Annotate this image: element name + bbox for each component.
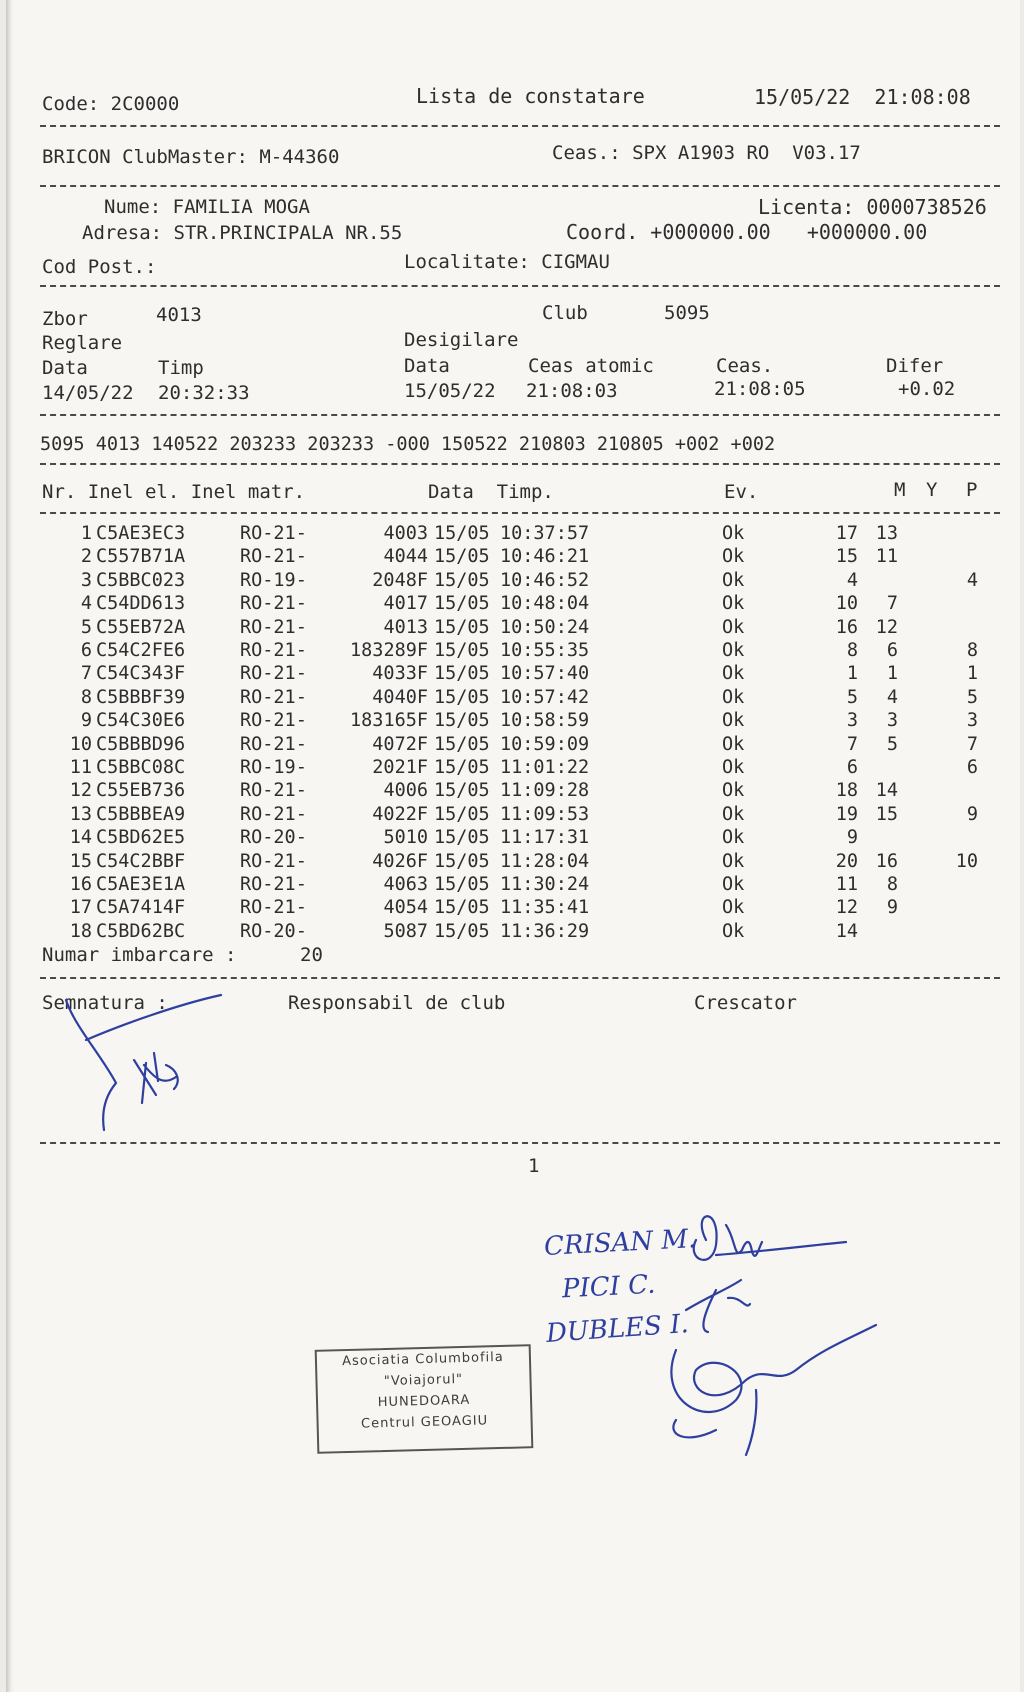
cell-y: 6 xyxy=(886,640,898,661)
cell-time: 10:50:24 xyxy=(500,616,590,638)
cell-date: 15/05 xyxy=(434,616,490,638)
separator xyxy=(40,512,1000,514)
cell-time: 10:46:21 xyxy=(500,546,590,568)
table-header-m: M xyxy=(894,479,906,501)
table-header-y: Y xyxy=(926,479,938,501)
postal-code: Cod Post.: xyxy=(42,256,157,278)
cell-el: C5BBBEA9 xyxy=(96,803,186,825)
cell-el: C54C2BBF xyxy=(96,850,186,872)
summary-line: 5095 4013 140522 203233 203233 -000 150522 210803 210805 +002 +002 xyxy=(40,434,776,455)
flight-label: Zbor xyxy=(42,308,88,330)
cell-m: 5 xyxy=(846,686,858,708)
cell-num: 4033F xyxy=(372,663,428,685)
cell-p: 8 xyxy=(966,640,978,661)
cell-ev: Ok xyxy=(722,874,745,895)
cell-date: 15/05 xyxy=(434,874,490,895)
col-reglare-timp: Timp xyxy=(158,357,204,379)
cell-y: 7 xyxy=(886,593,898,615)
col-desig-data: Data xyxy=(404,355,450,377)
cell-time: 11:09:28 xyxy=(500,780,590,802)
cell-pre: RO-21- xyxy=(240,616,307,638)
cell-pre: RO-19- xyxy=(240,569,307,591)
cell-nr: 1 xyxy=(80,523,92,544)
code-text: Code: 2C0000 xyxy=(42,93,180,115)
cell-nr: 6 xyxy=(80,640,92,661)
cell-m: 11 xyxy=(835,874,858,895)
cell-date: 15/05 xyxy=(434,827,490,849)
stamp-line-2: "Voiajorul" xyxy=(383,1371,464,1390)
cell-time: 11:09:53 xyxy=(500,803,590,825)
cell-pre: RO-21- xyxy=(240,546,307,568)
handwritten-name-2: PICI C. xyxy=(561,1269,657,1305)
cell-p: 6 xyxy=(966,757,978,778)
cell-nr: 8 xyxy=(80,686,92,708)
cell-num: 4017 xyxy=(383,593,428,615)
cell-ev: Ok xyxy=(722,897,745,919)
reglare-date: 14/05/22 xyxy=(42,382,134,404)
cell-nr: 2 xyxy=(80,546,92,568)
cell-ev: Ok xyxy=(722,616,745,638)
cell-ev: Ok xyxy=(722,803,745,825)
cell-ev: Ok xyxy=(722,850,745,872)
cell-y: 11 xyxy=(875,546,898,568)
cell-nr: 12 xyxy=(69,780,92,802)
cell-ev: Ok xyxy=(722,546,745,568)
cell-date: 15/05 xyxy=(434,523,490,544)
cell-nr: 5 xyxy=(80,616,92,638)
cell-time: 11:35:41 xyxy=(500,897,590,919)
cell-m: 17 xyxy=(835,523,858,544)
cell-date: 15/05 xyxy=(434,546,490,568)
cell-m: 14 xyxy=(835,920,858,942)
cell-num: 4026F xyxy=(372,850,428,872)
cell-num: 4044 xyxy=(383,546,428,568)
cell-p: 9 xyxy=(966,803,978,825)
reglare-label: Reglare xyxy=(42,332,123,354)
cell-num: 4054 xyxy=(383,897,428,919)
cell-y: 13 xyxy=(875,523,898,544)
cell-time: 10:46:52 xyxy=(500,569,590,591)
desigilare-label: Desigilare xyxy=(404,329,519,351)
cell-time: 11:28:04 xyxy=(500,850,590,872)
cell-y: 16 xyxy=(875,850,898,872)
page-number: 1 xyxy=(528,1155,540,1177)
cell-num: 4063 xyxy=(383,874,428,895)
cell-date: 15/05 xyxy=(434,640,490,661)
col-ceas-atomic: Ceas atomic xyxy=(528,355,654,377)
clock-difference: +0.02 xyxy=(898,378,956,400)
cell-el: C5BBBD96 xyxy=(96,733,186,755)
cell-time: 11:30:24 xyxy=(500,874,590,895)
cell-y: 3 xyxy=(886,710,898,732)
cell-pre: RO-21- xyxy=(240,523,307,544)
cell-time: 10:48:04 xyxy=(500,593,590,615)
owner-name: Nume: FAMILIA MOGA xyxy=(104,196,310,218)
clock-time: 21:08:05 xyxy=(714,378,806,400)
cell-pre: RO-20- xyxy=(240,920,307,942)
cell-p: 7 xyxy=(966,733,978,755)
cell-nr: 13 xyxy=(69,803,92,825)
cell-ev: Ok xyxy=(722,569,745,591)
cell-time: 10:59:09 xyxy=(500,733,590,755)
cell-time: 11:36:29 xyxy=(500,920,590,942)
cell-p: 4 xyxy=(966,569,978,591)
cell-el: C557B71A xyxy=(96,546,186,568)
stamp-line-3: HUNEDOARA xyxy=(377,1392,471,1411)
cell-pre: RO-21- xyxy=(240,850,307,872)
cell-ev: Ok xyxy=(722,663,745,685)
cell-el: C5BBC08C xyxy=(96,757,186,778)
cell-time: 11:01:22 xyxy=(500,757,590,778)
separator xyxy=(40,125,1000,127)
cell-ev: Ok xyxy=(722,827,745,849)
cell-num: 4013 xyxy=(383,616,428,638)
cell-y: 9 xyxy=(886,897,898,919)
cell-pre: RO-20- xyxy=(240,827,307,849)
cell-num: 183289F xyxy=(350,640,428,661)
cell-ev: Ok xyxy=(722,733,745,755)
cell-pre: RO-19- xyxy=(240,757,307,778)
breeder-label: Crescator xyxy=(694,992,797,1014)
cell-y: 15 xyxy=(875,803,898,825)
cell-y: 5 xyxy=(886,733,898,755)
paper-sheet xyxy=(6,0,1020,1692)
cell-y: 1 xyxy=(886,663,898,685)
cell-ev: Ok xyxy=(722,640,745,661)
cell-date: 15/05 xyxy=(434,663,490,685)
cell-date: 15/05 xyxy=(434,897,490,919)
cell-pre: RO-21- xyxy=(240,593,307,615)
cell-date: 15/05 xyxy=(434,780,490,802)
cell-el: C55EB736 xyxy=(96,780,186,802)
document-title: Lista de constatare xyxy=(416,84,645,108)
cell-m: 1 xyxy=(846,663,858,685)
print-datetime: 15/05/22 21:08:08 xyxy=(754,85,971,109)
desigilare-date: 15/05/22 xyxy=(404,380,496,402)
cell-p: 5 xyxy=(966,686,978,708)
coordinates: Coord. +000000.00 +000000.00 xyxy=(566,220,928,244)
responsible-signature xyxy=(46,985,246,1135)
club-number: 5095 xyxy=(664,302,710,324)
cell-date: 15/05 xyxy=(434,569,490,591)
cell-y: 4 xyxy=(886,686,898,708)
locality: Localitate: CIGMAU xyxy=(404,251,610,273)
cell-pre: RO-21- xyxy=(240,874,307,895)
separator xyxy=(40,414,1000,416)
flight-number: 4013 xyxy=(156,304,202,326)
cell-pre: RO-21- xyxy=(240,710,307,732)
cell-date: 15/05 xyxy=(434,710,490,732)
licence-number: Licenta: 0000738526 xyxy=(758,195,987,219)
cell-nr: 15 xyxy=(69,850,92,872)
cell-el: C5AE3EC3 xyxy=(96,523,186,544)
signature-label: Semnatura : xyxy=(42,992,168,1014)
cell-pre: RO-21- xyxy=(240,663,307,685)
handwritten-name-3: DUBLES I. xyxy=(545,1309,690,1349)
cell-date: 15/05 xyxy=(434,757,490,778)
cell-num: 2021F xyxy=(372,757,428,778)
cell-el: C5AE3E1A xyxy=(96,874,186,895)
cell-p: 1 xyxy=(966,663,978,685)
cell-pre: RO-21- xyxy=(240,897,307,919)
cell-time: 10:55:35 xyxy=(500,640,590,661)
cell-date: 15/05 xyxy=(434,733,490,755)
cell-ev: Ok xyxy=(722,710,745,732)
cell-nr: 16 xyxy=(69,874,92,895)
cell-date: 15/05 xyxy=(434,686,490,708)
cell-time: 11:17:31 xyxy=(500,827,590,849)
cell-nr: 11 xyxy=(69,757,92,778)
boarding-count-value: 20 xyxy=(300,944,323,966)
witness-signatures xyxy=(646,1200,886,1460)
cell-pre: RO-21- xyxy=(240,733,307,755)
cell-el: C54C2FE6 xyxy=(96,640,186,661)
cell-m: 8 xyxy=(846,640,858,661)
cell-m: 12 xyxy=(835,897,858,919)
cell-ev: Ok xyxy=(722,780,745,802)
table-header-rings: Nr. Inel el. Inel matr. xyxy=(42,481,306,503)
cell-num: 5010 xyxy=(383,827,428,849)
separator xyxy=(40,463,1000,465)
table-header-ev: Ev. xyxy=(724,481,759,503)
separator xyxy=(40,1142,1000,1144)
cell-m: 15 xyxy=(835,546,858,568)
cell-nr: 14 xyxy=(69,827,92,849)
cell-ev: Ok xyxy=(722,523,745,544)
cell-el: C54DD613 xyxy=(96,593,186,615)
cell-time: 10:57:40 xyxy=(500,663,590,685)
cell-num: 4003 xyxy=(383,523,428,544)
cell-m: 10 xyxy=(835,593,858,615)
cell-el: C5BBC023 xyxy=(96,569,186,591)
separator xyxy=(40,185,1000,187)
cell-nr: 9 xyxy=(80,710,92,732)
cell-num: 2048F xyxy=(372,569,428,591)
cell-pre: RO-21- xyxy=(240,640,307,661)
cell-num: 4006 xyxy=(383,780,428,802)
cell-time: 10:37:57 xyxy=(500,523,590,544)
cell-num: 4040F xyxy=(372,686,428,708)
cell-num: 5087 xyxy=(383,920,428,942)
cell-ev: Ok xyxy=(722,686,745,708)
clock-text: Ceas.: SPX A1903 RO V03.17 xyxy=(552,142,861,164)
cell-m: 4 xyxy=(846,569,858,591)
cell-pre: RO-21- xyxy=(240,803,307,825)
cell-num: 4072F xyxy=(372,733,428,755)
cell-el: C54C30E6 xyxy=(96,710,186,732)
cell-p: 3 xyxy=(966,710,978,732)
cell-time: 10:57:42 xyxy=(500,686,590,708)
cell-el: C5BBBF39 xyxy=(96,686,186,708)
cell-ev: Ok xyxy=(722,920,745,942)
club-responsible-label: Responsabil de club xyxy=(288,992,506,1014)
stamp-line-4: Centrul GEOAGIU xyxy=(360,1413,489,1432)
cell-m: 9 xyxy=(846,827,858,849)
cell-nr: 10 xyxy=(69,733,92,755)
cell-m: 19 xyxy=(835,803,858,825)
cell-el: C5A7414F xyxy=(96,897,186,919)
stamp-line-1: Asociatia Columbofila xyxy=(341,1349,504,1370)
cell-y: 12 xyxy=(875,616,898,638)
cell-m: 6 xyxy=(846,757,858,778)
cell-ev: Ok xyxy=(722,593,745,615)
cell-date: 15/05 xyxy=(434,850,490,872)
cell-date: 15/05 xyxy=(434,803,490,825)
owner-address: Adresa: STR.PRINCIPALA NR.55 xyxy=(82,222,403,244)
cell-nr: 3 xyxy=(80,569,92,591)
atomic-clock-time: 21:08:03 xyxy=(526,380,618,402)
cell-date: 15/05 xyxy=(434,920,490,942)
club-stamp xyxy=(315,1344,534,1454)
table-header-date-time: Data Timp. xyxy=(428,481,554,503)
cell-num: 4022F xyxy=(372,803,428,825)
cell-el: C5BD62BC xyxy=(96,920,186,942)
cell-nr: 4 xyxy=(80,593,92,615)
table-header-p: P xyxy=(966,479,978,501)
cell-el: C54C343F xyxy=(96,663,186,685)
cell-nr: 17 xyxy=(69,897,92,919)
separator xyxy=(40,285,1000,287)
separator xyxy=(40,977,1000,979)
clubmaster-text: BRICON ClubMaster: M-44360 xyxy=(42,146,340,168)
cell-ev: Ok xyxy=(722,757,745,778)
col-difer: Difer xyxy=(886,355,944,377)
cell-m: 16 xyxy=(835,616,858,638)
cell-m: 20 xyxy=(835,850,858,872)
cell-y: 14 xyxy=(875,780,898,802)
club-label: Club xyxy=(542,302,588,324)
cell-pre: RO-21- xyxy=(240,780,307,802)
cell-m: 3 xyxy=(846,710,858,732)
cell-el: C55EB72A xyxy=(96,616,186,638)
cell-y: 8 xyxy=(886,874,898,895)
cell-el: C5BD62E5 xyxy=(96,827,186,849)
cell-time: 10:58:59 xyxy=(500,710,590,732)
cell-m: 18 xyxy=(835,780,858,802)
cell-nr: 18 xyxy=(69,920,92,942)
cell-num: 183165F xyxy=(350,710,428,732)
cell-pre: RO-21- xyxy=(240,686,307,708)
col-ceas: Ceas. xyxy=(716,355,774,377)
cell-nr: 7 xyxy=(80,663,92,685)
cell-date: 15/05 xyxy=(434,593,490,615)
col-reglare-data: Data xyxy=(42,357,88,379)
cell-m: 7 xyxy=(846,733,858,755)
handwritten-name-1: CRISAN M. xyxy=(543,1224,697,1262)
reglare-time: 20:32:33 xyxy=(158,382,250,404)
boarding-count-label: Numar imbarcare : xyxy=(42,944,237,966)
cell-p: 10 xyxy=(955,850,978,872)
